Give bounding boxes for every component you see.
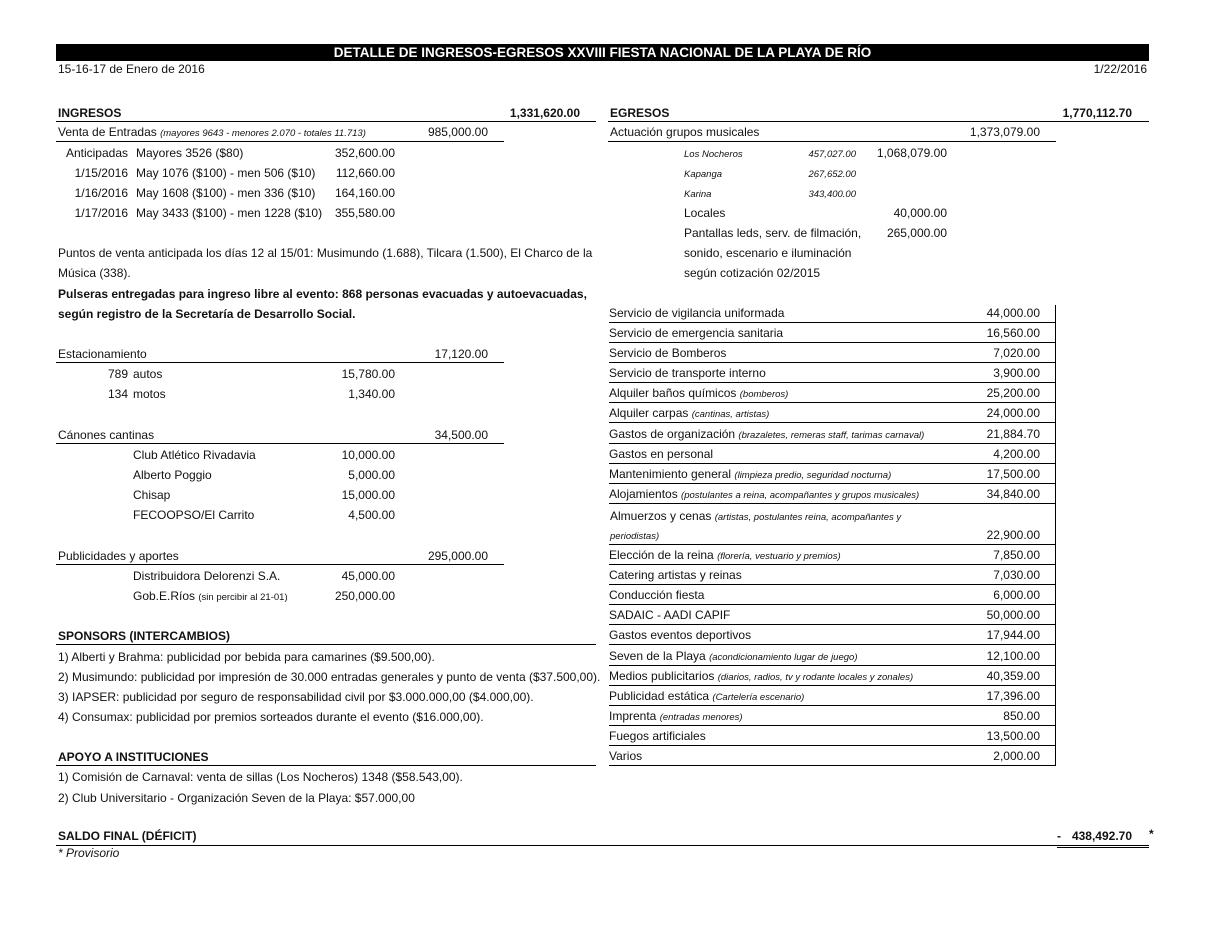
expense-row: Gastos eventos deportivos 17,944.00: [609, 627, 1056, 645]
entradas-row-amount: 355,580.00: [334, 206, 395, 220]
ingresos-divider: [56, 121, 596, 122]
entradas-row-desc: May 3433 ($100) - men 1228 ($10): [136, 206, 323, 220]
parking-qty: 789: [107, 367, 128, 381]
expense-row: Mantenimiento general (limpieza predio, seguridad nocturna) 17,500.00: [609, 466, 1056, 484]
almuerzos-label: Almuerzos y cenas (artistas, postulantes reina, acompañantes y: [610, 509, 902, 523]
expense-row: Varios 2,000.00: [609, 748, 1056, 766]
cantina-name: Chisap: [133, 488, 171, 502]
entradas-row-desc: May 1608 ($100) - men 336 ($10): [136, 186, 316, 200]
saldo-amount: 438,492.70: [1071, 829, 1132, 843]
entradas-row-date: 1/17/2016: [74, 206, 128, 220]
expense-row: Imprenta (entradas menores) 850.00: [609, 708, 1056, 726]
estacionamiento-label: Estacionamiento: [58, 347, 147, 361]
saldo-divider: [56, 845, 1149, 846]
parking-qty: 134: [107, 387, 128, 401]
canones-divider: [56, 443, 504, 444]
footnote: * Provisorio: [58, 846, 120, 860]
pantallas-line3: según cotización 02/2015: [684, 266, 821, 280]
almuerzos-note: periodistas): [610, 531, 660, 542]
report-title: DETALLE DE INGRESOS-EGRESOS XXVIII FIESTA NACIONAL DE LA PLAYA DE RÍO: [56, 44, 1149, 61]
cantina-amount: 4,500.00: [348, 508, 395, 522]
pulseras-line1: Pulseras entregadas para ingreso libre al evento: 868 personas evacuadas y autoevacuadas,: [58, 287, 587, 301]
ingresos-total: 1,331,620.00: [509, 106, 580, 120]
artist-name: Kapanga: [684, 169, 723, 180]
puntos-venta-line1: Puntos de venta anticipada los días 12 al 15/01: Musimundo (1.688), Tilcara (1.500), El Charco de la: [58, 246, 593, 260]
expense-row: Gastos en personal 4,200.00: [609, 446, 1056, 464]
expense-row: Alquiler carpas (cantinas, artistas) 24,000.00: [609, 405, 1056, 423]
publicidades-amount: 295,000.00: [427, 549, 488, 563]
expense-row: Medios publicitarios (diarios, radios, tv y rodante locales y zonales) 40,359.00: [609, 668, 1056, 686]
estacionamiento-divider: [56, 362, 504, 363]
aporte-name: Gob.E.Ríos (sin percibir al 21-01): [133, 589, 288, 603]
saldo-label: SALDO FINAL (DÉFICIT): [58, 829, 197, 843]
entradas-row-amount: 352,600.00: [334, 146, 395, 160]
pulseras-line2: según registro de la Secretaría de Desarrollo Social.: [58, 307, 356, 321]
publicidades-divider: [56, 564, 504, 565]
entradas-amount: 985,000.00: [427, 125, 488, 139]
cantina-amount: 5,000.00: [348, 468, 395, 482]
entradas-row-amount: 164,160.00: [334, 186, 395, 200]
publicidades-label: Publicidades y aportes: [58, 549, 179, 563]
parking-amount: 1,340.00: [348, 387, 395, 401]
artist-name: Los Nocheros: [684, 149, 743, 160]
event-dates: 15-16-17 de Enero de 2016: [58, 62, 205, 76]
expense-row: Publicidad estática (Cartelería escenario) 17,396.00: [609, 688, 1056, 706]
canones-amount: 34,500.00: [434, 428, 488, 442]
expense-row: Conducción fiesta 6,000.00: [609, 587, 1056, 605]
entradas-row-amount: 112,660.00: [335, 166, 395, 180]
entradas-divider: [56, 141, 504, 142]
expense-column-rule: [1055, 305, 1056, 765]
artists-total: 1,068,079.00: [876, 146, 947, 160]
artist-name: Karina: [684, 189, 712, 200]
expense-row: Fuegos artificiales 13,500.00: [609, 728, 1056, 746]
canones-label: Cánones cantinas: [58, 428, 155, 442]
apoyo-divider: [56, 765, 596, 766]
sponsor-item: 1) Alberti y Brahma: publicidad por bebida para camarines ($9.500,00).: [58, 650, 435, 664]
aporte-amount: 250,000.00: [334, 589, 395, 603]
cantina-amount: 15,000.00: [341, 488, 395, 502]
sponsor-item: 3) IAPSER: publicidad por seguro de responsabilidad civil por $3.000.000,00 ($4.000,00).: [58, 690, 534, 704]
entradas-row-date: 1/16/2016: [74, 186, 128, 200]
entradas-label: Venta de Entradas (mayores 9643 - menores 2.070 - totales 11.713): [58, 125, 366, 139]
cantina-name: Club Atlético Rivadavia: [133, 448, 256, 462]
expense-row: Servicio de transporte interno 3,900.00: [609, 365, 1056, 383]
aporte-amount: 45,000.00: [341, 569, 395, 583]
expense-row: Alquiler baños químicos (bomberos) 25,200.00: [609, 385, 1056, 403]
expense-row: Catering artistas y reinas 7,030.00: [609, 567, 1056, 585]
almuerzos-divider: [609, 544, 1056, 545]
egresos-heading: EGRESOS: [610, 106, 670, 120]
expense-row: Servicio de emergencia sanitaria 16,560.00: [609, 325, 1056, 343]
musicales-label: Actuación grupos musicales: [610, 125, 760, 139]
apoyo-item: 1) Comisión de Carnaval: venta de sillas (Los Nocheros) 1348 ($58.543,00).: [58, 770, 463, 784]
saldo-sign: -: [1057, 829, 1061, 843]
apoyo-heading: APOYO A INSTITUCIONES: [58, 750, 209, 764]
pantallas-line1: Pantallas leds, serv. de filmación,: [684, 226, 862, 240]
puntos-venta-line2: Música (338).: [58, 266, 131, 280]
saldo-double-rule: [1057, 847, 1149, 848]
locales-amount: 40,000.00: [893, 206, 947, 220]
entradas-row-desc: Mayores 3526 ($80): [136, 146, 244, 160]
entradas-row-date: Anticipadas: [65, 146, 128, 160]
artist-amount: 343,400.00: [808, 189, 856, 200]
entradas-row-date: 1/15/2016: [74, 166, 128, 180]
expense-row: SADAIC - AADI CAPIF 50,000.00: [609, 607, 1056, 625]
parking-desc: autos: [133, 367, 163, 381]
egresos-total: 1,770,112.70: [1062, 106, 1132, 120]
parking-amount: 15,780.00: [341, 367, 395, 381]
cantina-name: Alberto Poggio: [133, 468, 212, 482]
pantallas-line2: sonido, escenario e iluminación: [684, 246, 852, 260]
egresos-divider: [608, 121, 1149, 122]
cantina-name: FECOOPSO/El Carrito: [133, 508, 255, 522]
sponsor-item: 2) Musimundo: publicidad por impresión de 30.000 entradas generales y punto de venta ($37.500,00).: [58, 670, 601, 684]
locales-label: Locales: [684, 206, 726, 220]
entradas-row-desc: May 1076 ($100) - men 506 ($10): [136, 166, 316, 180]
sponsors-divider: [56, 644, 596, 645]
sponsors-heading: SPONSORS (INTERCAMBIOS): [58, 629, 231, 643]
artist-amount: 457,027.00: [808, 149, 856, 160]
report-date: 1/22/2016: [1093, 62, 1147, 76]
ingresos-heading: INGRESOS: [58, 106, 122, 120]
pantallas-amount: 265,000.00: [886, 226, 947, 240]
almuerzos-amount: 22,900.00: [986, 528, 1040, 542]
expense-row: Servicio de Bomberos 7,020.00: [609, 345, 1056, 363]
sponsor-item: 4) Consumax: publicidad por premios sorteados durante el evento ($16.000,00).: [58, 710, 484, 724]
aporte-name: Distribuidora Delorenzi S.A.: [133, 569, 281, 583]
saldo-mark: *: [1149, 827, 1154, 841]
apoyo-item: 2) Club Universitario - Organización Seven de la Playa: $57.000,00: [58, 791, 415, 805]
artist-amount: 267,652.00: [808, 169, 856, 180]
expense-row: Gastos de organización (brazaletes, remeras staff, tarimas carnaval) 21,884.70: [609, 426, 1056, 444]
expense-row: Alojamientos (postulantes a reina, acompañantes y grupos musicales) 34,840.00: [609, 486, 1056, 504]
expense-row: Servicio de vigilancia uniformada 44,000.00: [609, 305, 1056, 323]
parking-desc: motos: [133, 387, 166, 401]
musicales-divider: [608, 141, 1056, 142]
musicales-amount: 1,373,079.00: [969, 125, 1040, 139]
expense-row: Elección de la reina (florería, vestuario y premios) 7,850.00: [609, 547, 1056, 565]
cantina-amount: 10,000.00: [341, 448, 395, 462]
expense-row: Seven de la Playa (acondicionamiento lugar de juego) 12,100.00: [609, 648, 1056, 666]
estacionamiento-amount: 17,120.00: [434, 347, 488, 361]
